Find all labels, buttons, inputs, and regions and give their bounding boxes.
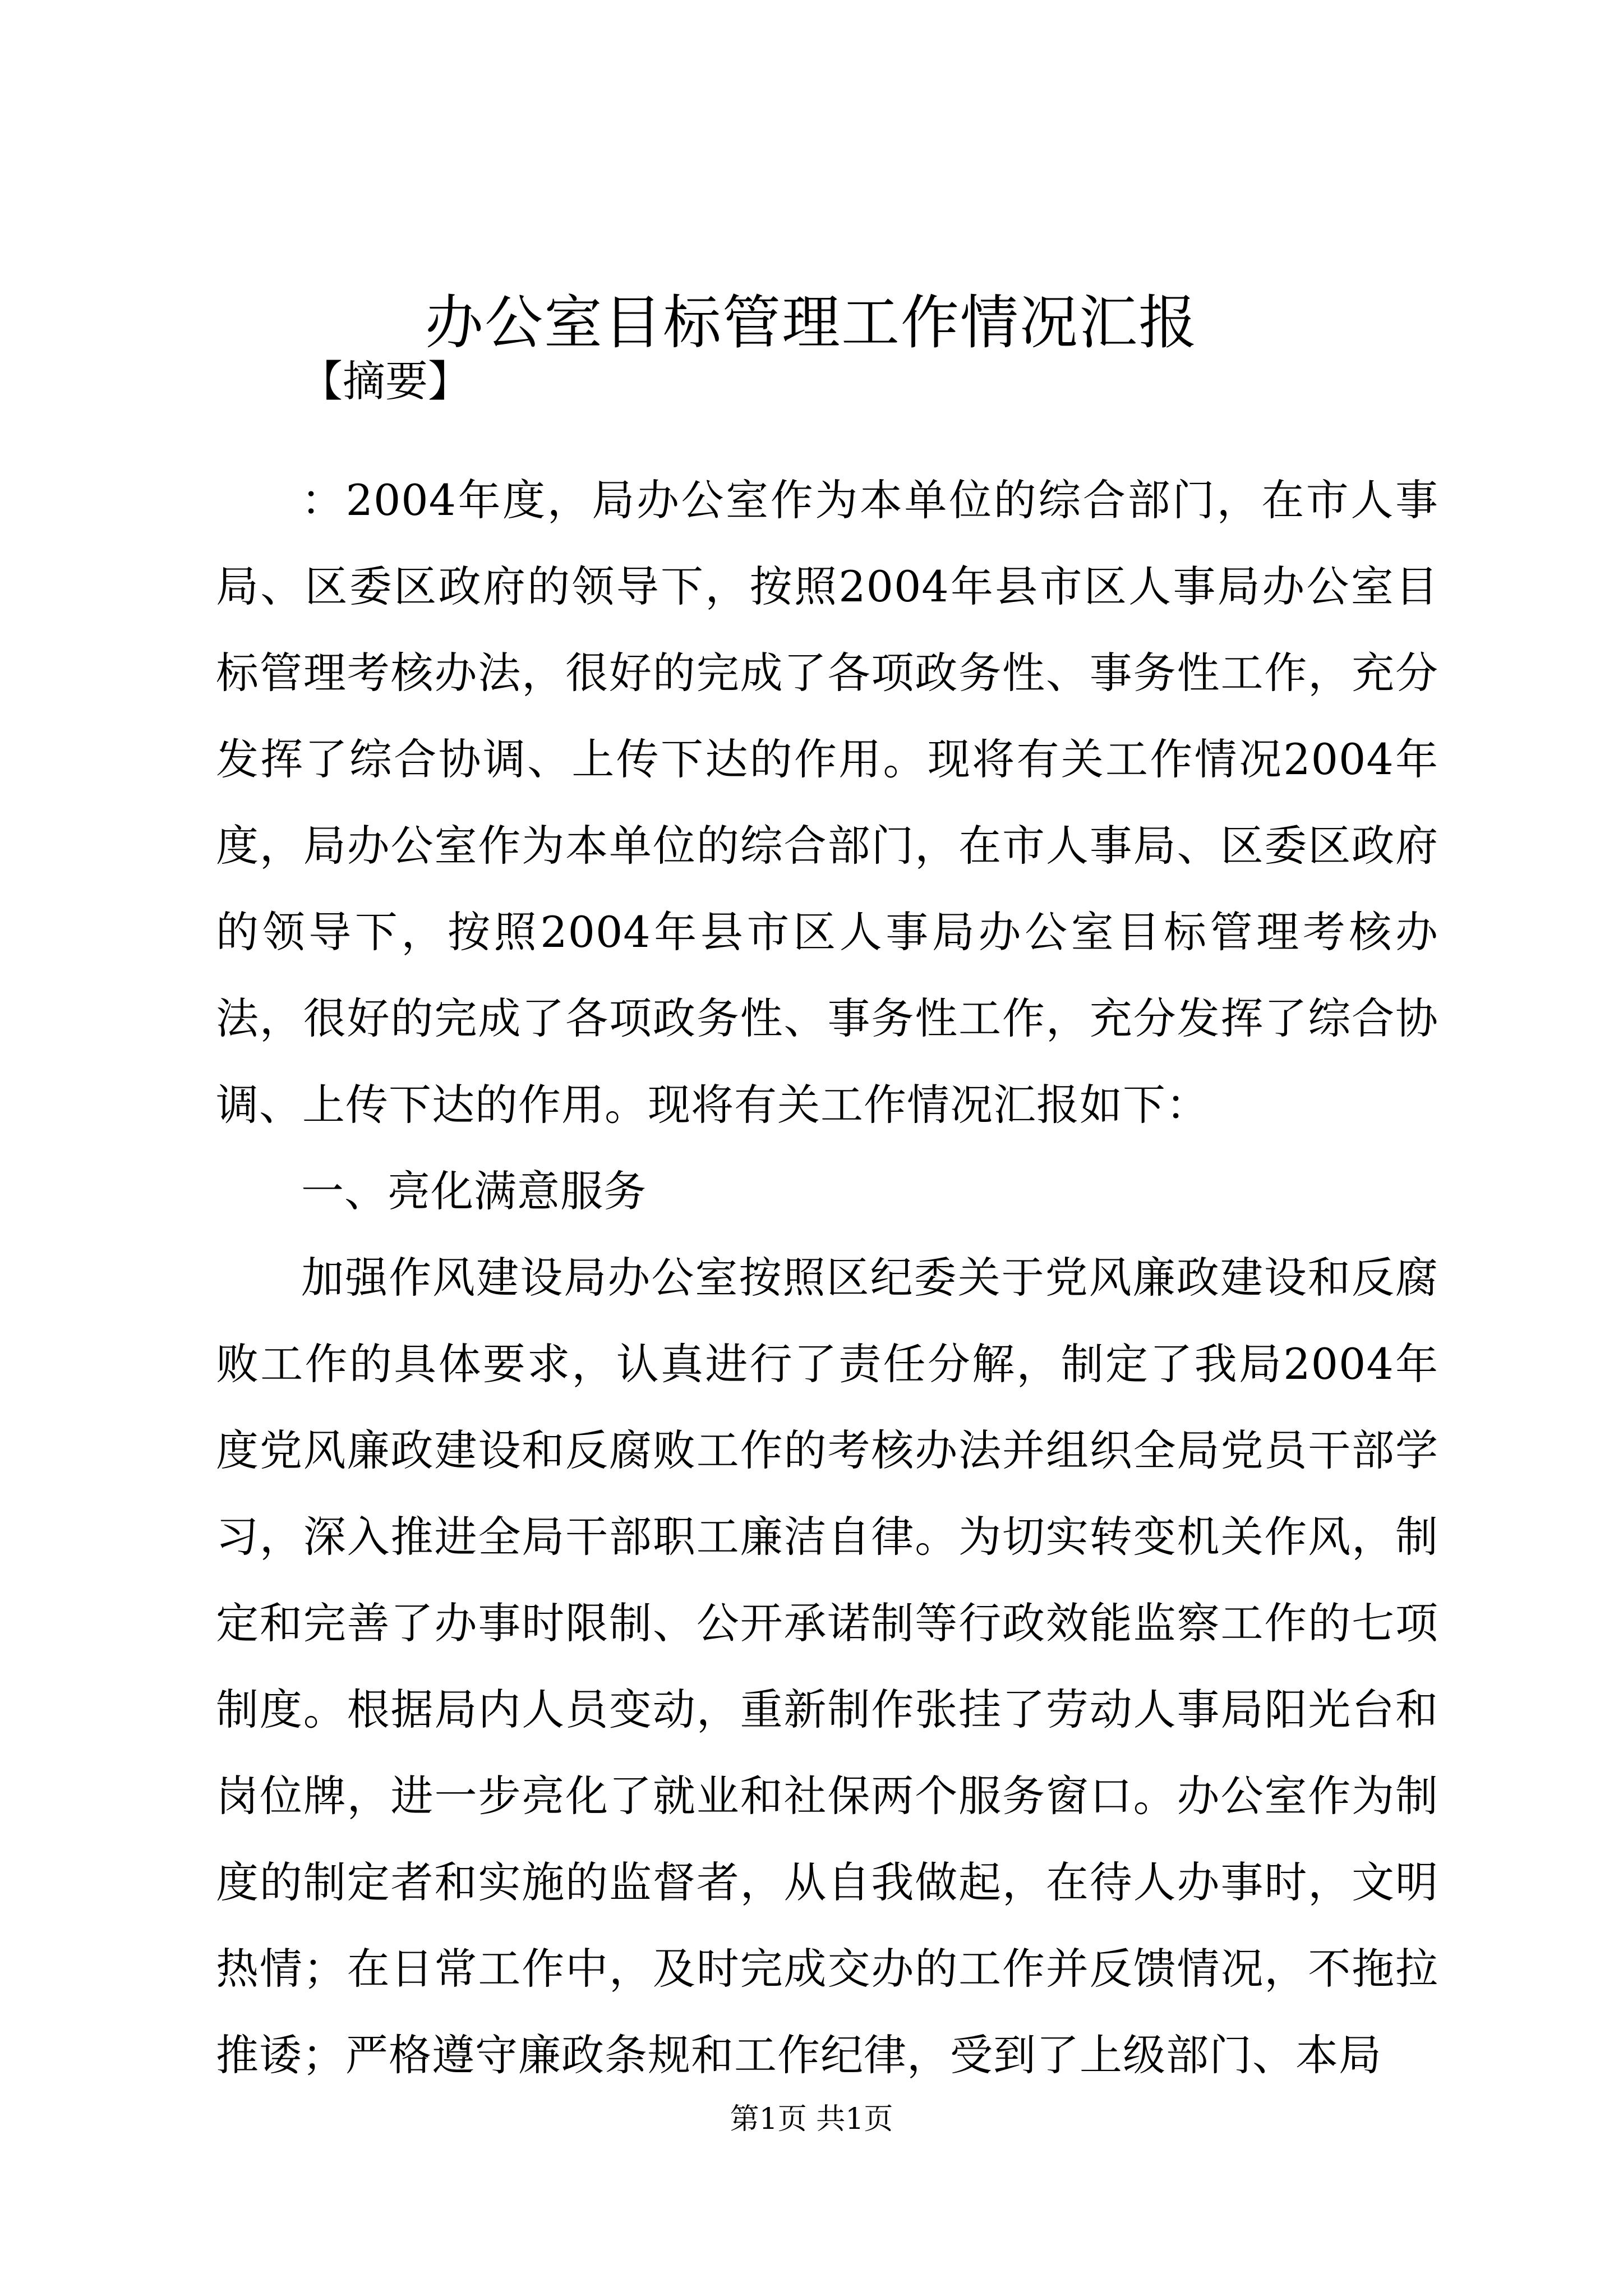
abstract-label: 【摘要】	[300, 356, 471, 406]
document-title: 办公室目标管理工作情况汇报	[425, 288, 1198, 357]
section-heading: 一、亮化满意服务	[301, 1166, 647, 1216]
body-paragraph-section-1: 加强作风建设局办公室按照区纪委关于党风廉政建设和反腐败工作的具体要求，认真进行了责任分解，制定了我局2004年度党风廉政建设和反腐败工作的考核办法并组织全局党员干部学习，深入推进全局干部职工廉洁自律。为切实转变机关作风，制定和完善了办事时限制、公开承诺制等行政效能监察工作的七项制度。根据局内人员变动，重新制作张挂了劳动人事局阳光台和岗位牌，进一步亮化了就业和社保两个服务窗口。办公室作为制度的制定者和实施的监督者，从自我做起，在待人办事时，文明热情；在日常工作中，及时完成交办的工作并反馈情况，不拖拉推诿；严格遵守廉政条规和工作纪律，受到了上级部门、本局	[216, 1253, 1438, 2080]
page-number-footer: 第1页 共1页	[730, 2102, 893, 2136]
document-body	[216, 457, 1438, 2099]
body-paragraph-intro: ：2004年度，局办公室作为本单位的综合部门，在市人事局、区委区政府的领导下，按照2004年县市区人事局办公室目标管理考核办法，很好的完成了各项政务性、事务性工作，充分发挥了综合协调、上传下达的作用。现将有关工作情况2004年度，局办公室作为本单位的综合部门，在市人事局、区委区政府的领导下，按照2004年县市区人事局办公室目标管理考核办法，很好的完成了各项政务性、事务性工作，充分发挥了综合协调、上传下达的作用。现将有关工作情况汇报如下：	[216, 475, 1438, 1130]
